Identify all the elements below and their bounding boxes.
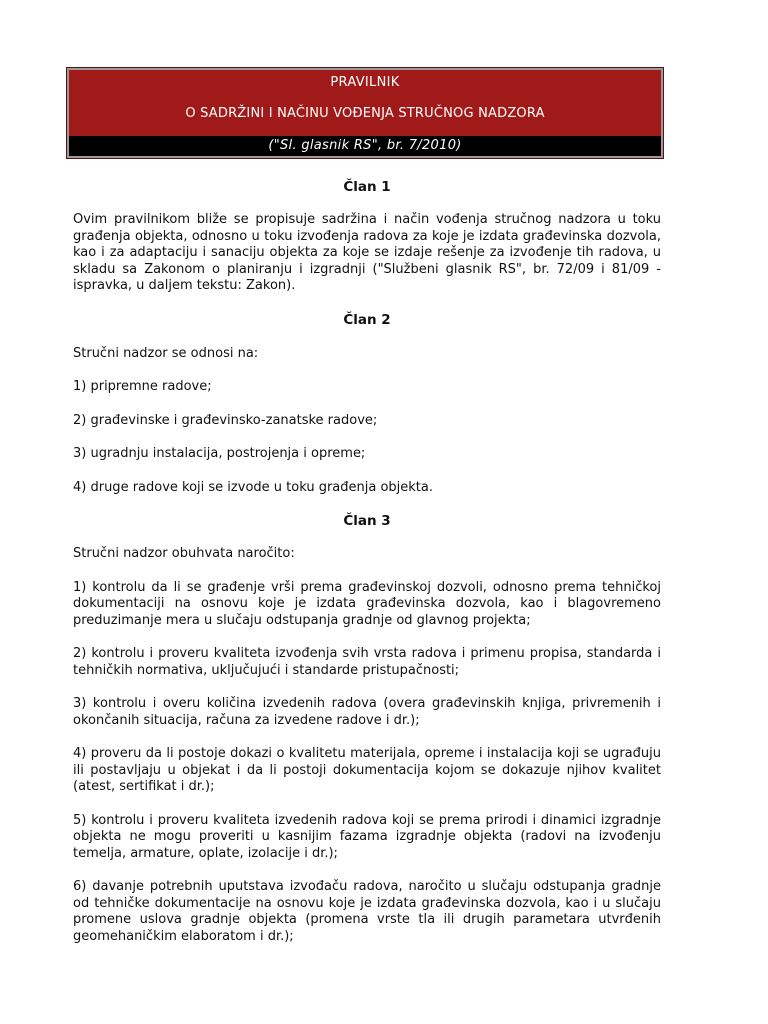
article-2-intro: Stručni nadzor se odnosi na:: [73, 345, 259, 361]
header-red-band: [69, 70, 661, 136]
article-3-item-5: 5) kontrolu i proveru kvaliteta izvedenih radova koji se prema prirodi i dinamici izgradnje objekta ne mogu proveriti u kasnijim fazama izgradnje objekta (radovi na izvođenju temelja, armature, oplate, izolacije i dr.);: [73, 812, 661, 861]
article-3-item-6: 6) davanje potrebnih uputstava izvođaču radova, naročito u slučaju odstupanja gradnje od tehničke dokumentacije na osnovu koje je izdata građevinska dozvola, kao i u slučaju promene uslova gradnje objekta (promena vrste tla ili drugih parametara utvrđenih geomehaničkim elaboratom i dr.);: [73, 879, 661, 944]
article-2-item-3: 3) ugradnju instalacija, postrojenja i opreme;: [73, 446, 366, 461]
header-source-band: [69, 136, 661, 156]
article-3-item-4: 4) proveru da li postoje dokazi o kvalitetu materijala, opreme i instalacija koji se ugrađuju ili postavljaju u objekat i da li postoji dokumentacija kojom se dokazuje njihov kvalitet (atest, sertifikat i dr.);: [73, 746, 661, 794]
article-2-heading: Član 2: [343, 311, 391, 328]
article-3-item-2: 2) kontrolu i proveru kvaliteta izvođenja svih vrsta radova i primenu propisa, standarda i tehničkih normativa, uključujući i standarde pristupačnosti;: [73, 646, 661, 678]
document-subtitle: O SADRŽINI I NAČINU VOĐENJA STRUČNOG NADZORA: [185, 106, 545, 121]
article-2-item-1: 1) pripremne radove;: [73, 379, 212, 394]
document-page: [73, 68, 661, 945]
gazette-reference: ("Sl. glasnik RS", br. 7/2010): [268, 138, 462, 153]
article-1-paragraph: Ovim pravilnikom bliže se propisuje sadržina i način vođenja stručnog nadzora u toku građenja objekta, odnosno u toku izvođenja radova za koje je izdata građevinska dozvola, kao i za adaptaciju i sanaciju objekta za koje se izdaje rešenje za izvođenje tih radova, u skladu sa Zakonom o planiranju i izgradnji ("Službeni glasnik RS", br. 72/09 i 81/09 - ispravka, u daljem tekstu: Zakon).: [73, 212, 661, 293]
article-3-heading: Član 3: [343, 513, 391, 529]
article-2-item-2: 2) građevinske i građevinsko-zanatske radove;: [73, 412, 378, 428]
article-2-item-4: 4) druge radove koji se izvode u toku građenja objekta.: [73, 479, 434, 495]
document-header: [67, 68, 663, 158]
article-3-intro: Stručni nadzor obuhvata naročito:: [73, 546, 295, 561]
article-1-heading: Član 1: [343, 179, 391, 195]
document-title: PRAVILNIK: [330, 75, 400, 90]
article-3-item-1: 1) kontrolu da li se građenje vrši prema građevinskoj dozvoli, odnosno prema tehničkoj dokumentaciji na osnovu koje je izdata građevinska dozvola, kao i blagovremeno preduzimanje mera u slučaju odstupanja gradnje od glavnog projekta;: [73, 579, 661, 628]
article-3-item-3: 3) kontrolu i overu količina izvedenih radova (overa građevinskih knjiga, privremenih i okončanih situacija, računa za izvedene radove i dr.);: [73, 696, 661, 728]
